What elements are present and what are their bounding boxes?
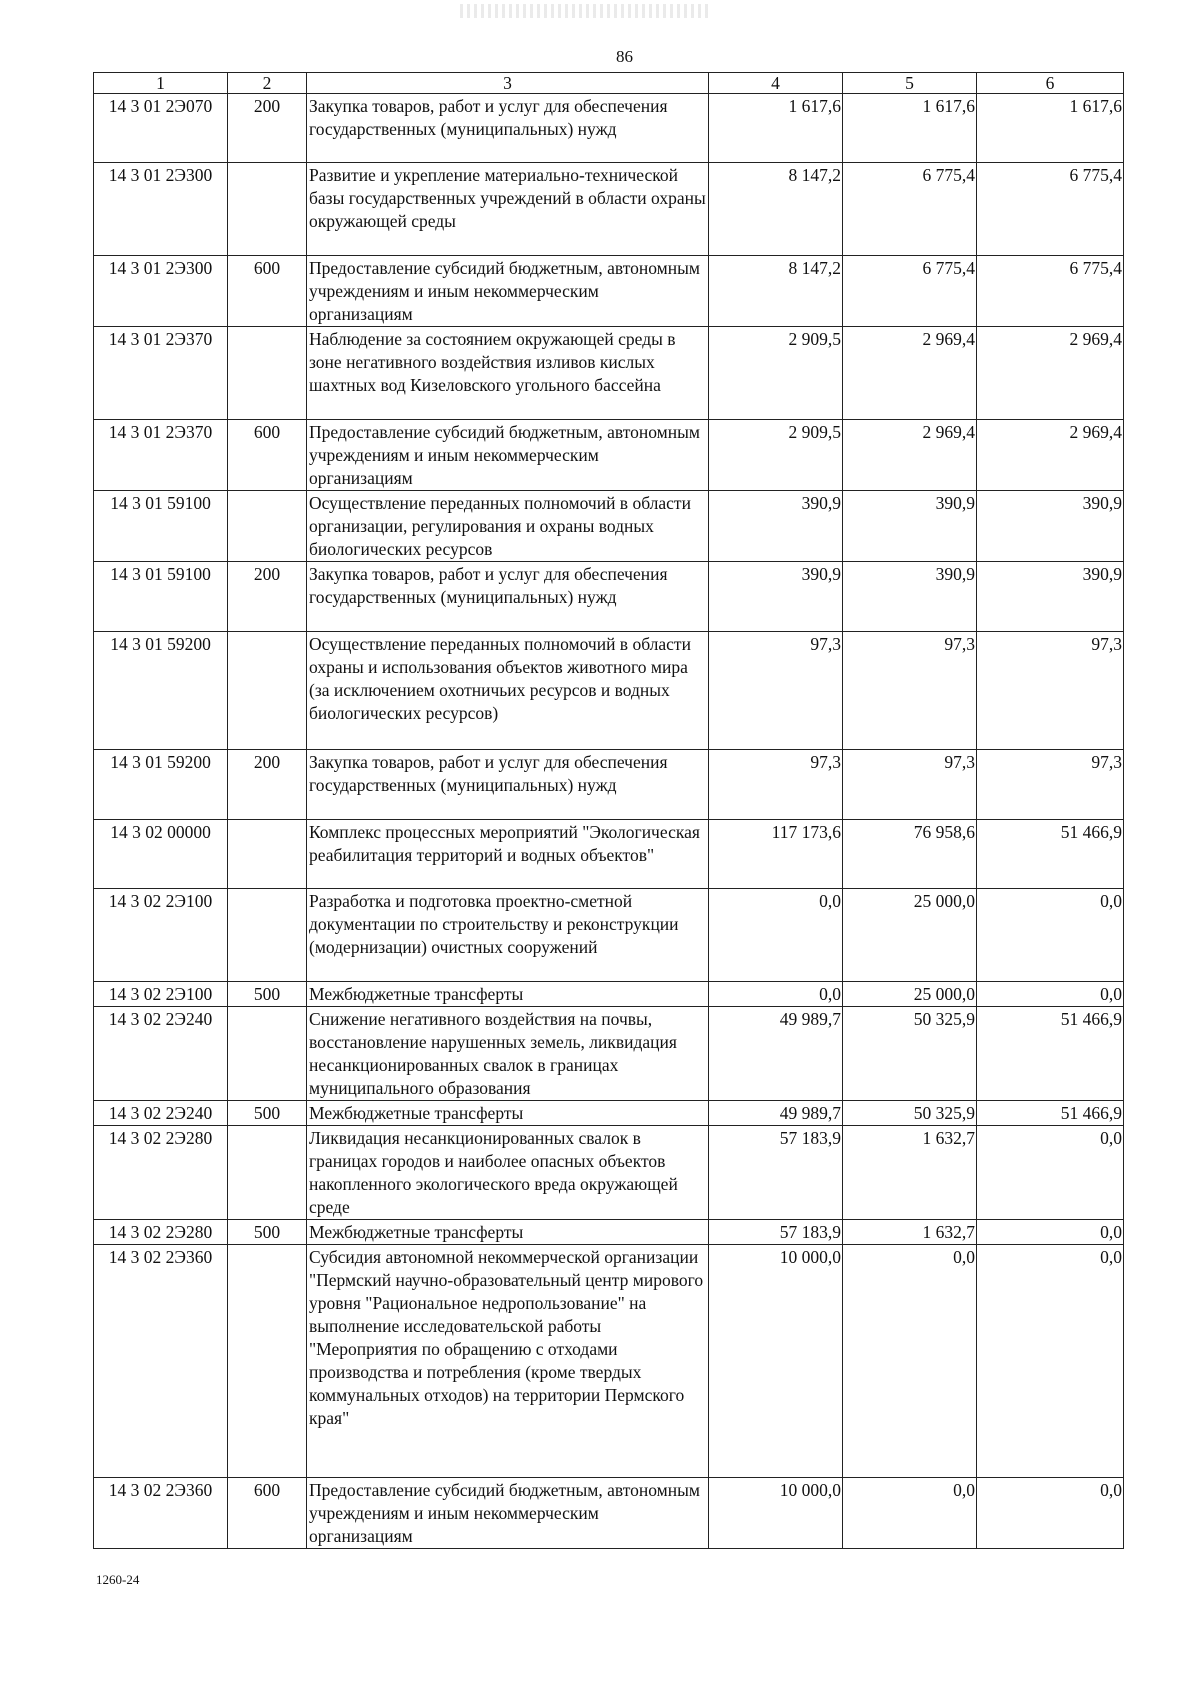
- row-value-col4-cell: 0,0: [709, 889, 843, 982]
- row-value-col6-cell: 0,0: [977, 889, 1124, 982]
- scan-artifact: [460, 4, 710, 18]
- row-value-col4-cell: 8 147,2: [709, 163, 843, 256]
- table-header-row: [94, 73, 1124, 94]
- row-value-col5-cell: 390,9: [843, 491, 977, 562]
- row-name-cell: Закупка товаров, работ и услуг для обеспечения государственных (муниципальных) нужд: [307, 750, 709, 820]
- table-row: [94, 327, 1124, 420]
- row-code-cell: 14 3 01 59200: [94, 632, 228, 750]
- row-value-col4-cell: 390,9: [709, 562, 843, 632]
- row-value-col6-cell: 97,3: [977, 750, 1124, 820]
- row-name-cell: Комплекс процессных мероприятий "Экологическая реабилитация территорий и водных объектов": [307, 820, 709, 889]
- row-value-col5-cell: 6 775,4: [843, 163, 977, 256]
- row-code-cell: 14 3 02 2Э240: [94, 1007, 228, 1101]
- row-name-cell: Развитие и укрепление материально-технической базы государственных учреждений в области охраны окружающей среды: [307, 163, 709, 256]
- row-code-cell: 14 3 02 2Э280: [94, 1126, 228, 1220]
- row-value-col6-cell: 6 775,4: [977, 163, 1124, 256]
- row-code-cell: 14 3 02 2Э360: [94, 1478, 228, 1549]
- row-code-cell: 14 3 01 59100: [94, 562, 228, 632]
- row-code-cell: 14 3 02 2Э100: [94, 889, 228, 982]
- row-kind-cell: [228, 889, 307, 982]
- row-kind-cell: [228, 632, 307, 750]
- row-kind-cell: 200: [228, 94, 307, 163]
- row-name-cell: Осуществление переданных полномочий в области охраны и использования объектов животного мира (за исключением охотничьих ресурсов и водных биологических ресурсов): [307, 632, 709, 750]
- row-value-col6-cell: 2 969,4: [977, 327, 1124, 420]
- column-header-2: 2: [228, 73, 307, 94]
- row-name-cell: Предоставление субсидий бюджетным, автономным учреждениям и иным некоммерческим организациям: [307, 1478, 709, 1549]
- row-name-cell: Межбюджетные трансферты: [307, 1220, 709, 1245]
- table-row: [94, 491, 1124, 562]
- table-row: [94, 750, 1124, 820]
- row-value-col6-cell: 0,0: [977, 1126, 1124, 1220]
- row-code-cell: 14 3 02 2Э360: [94, 1245, 228, 1478]
- column-header-4: 4: [709, 73, 843, 94]
- row-code-cell: 14 3 02 2Э280: [94, 1220, 228, 1245]
- row-value-col4-cell: 2 909,5: [709, 327, 843, 420]
- row-value-col6-cell: 51 466,9: [977, 1101, 1124, 1126]
- row-value-col6-cell: 6 775,4: [977, 256, 1124, 327]
- row-kind-cell: [228, 327, 307, 420]
- row-name-cell: Закупка товаров, работ и услуг для обеспечения государственных (муниципальных) нужд: [307, 562, 709, 632]
- row-code-cell: 14 3 01 2Э300: [94, 256, 228, 327]
- row-value-col4-cell: 0,0: [709, 982, 843, 1007]
- row-code-cell: 14 3 01 2Э370: [94, 327, 228, 420]
- table-row: [94, 163, 1124, 256]
- row-kind-cell: 600: [228, 420, 307, 491]
- row-value-col6-cell: 0,0: [977, 1245, 1124, 1478]
- row-value-col5-cell: 97,3: [843, 632, 977, 750]
- page-number: 86: [616, 47, 633, 66]
- row-value-col5-cell: 25 000,0: [843, 982, 977, 1007]
- row-kind-cell: 500: [228, 1220, 307, 1245]
- row-name-cell: Разработка и подготовка проектно-сметной документации по строительству и реконструкции (модернизации) очистных сооружений: [307, 889, 709, 982]
- table-row: [94, 256, 1124, 327]
- row-value-col5-cell: 25 000,0: [843, 889, 977, 982]
- table-row: [94, 420, 1124, 491]
- row-name-cell: Осуществление переданных полномочий в области организации, регулирования и охраны водных биологических ресурсов: [307, 491, 709, 562]
- row-value-col4-cell: 2 909,5: [709, 420, 843, 491]
- row-kind-cell: [228, 491, 307, 562]
- row-kind-cell: [228, 1245, 307, 1478]
- table-row: [94, 1245, 1124, 1478]
- row-name-cell: Предоставление субсидий бюджетным, автономным учреждениям и иным некоммерческим организациям: [307, 420, 709, 491]
- row-name-cell: Межбюджетные трансферты: [307, 1101, 709, 1126]
- row-value-col6-cell: 97,3: [977, 632, 1124, 750]
- row-value-col5-cell: 76 958,6: [843, 820, 977, 889]
- row-value-col4-cell: 57 183,9: [709, 1126, 843, 1220]
- row-kind-cell: 500: [228, 1101, 307, 1126]
- table-row: [94, 982, 1124, 1007]
- row-value-col6-cell: 0,0: [977, 1220, 1124, 1245]
- row-kind-cell: 200: [228, 750, 307, 820]
- row-value-col5-cell: 97,3: [843, 750, 977, 820]
- column-header-1: 1: [94, 73, 228, 94]
- row-code-cell: 14 3 01 59100: [94, 491, 228, 562]
- table-row: [94, 1478, 1124, 1549]
- table-row: [94, 1101, 1124, 1126]
- row-name-cell: Закупка товаров, работ и услуг для обеспечения государственных (муниципальных) нужд: [307, 94, 709, 163]
- document-id: 1260-24: [96, 1572, 140, 1587]
- row-value-col6-cell: 0,0: [977, 982, 1124, 1007]
- row-value-col5-cell: 1 617,6: [843, 94, 977, 163]
- row-value-col4-cell: 49 989,7: [709, 1007, 843, 1101]
- table-row: [94, 1007, 1124, 1101]
- table-row: [94, 889, 1124, 982]
- row-value-col4-cell: 8 147,2: [709, 256, 843, 327]
- table-row: [94, 94, 1124, 163]
- row-code-cell: 14 3 01 2Э070: [94, 94, 228, 163]
- table-row: [94, 632, 1124, 750]
- row-value-col6-cell: 2 969,4: [977, 420, 1124, 491]
- row-kind-cell: 600: [228, 1478, 307, 1549]
- row-value-col5-cell: 50 325,9: [843, 1007, 977, 1101]
- row-value-col6-cell: 51 466,9: [977, 1007, 1124, 1101]
- row-kind-cell: 500: [228, 982, 307, 1007]
- table-row: [94, 820, 1124, 889]
- row-name-cell: Предоставление субсидий бюджетным, автономным учреждениям и иным некоммерческим организациям: [307, 256, 709, 327]
- row-value-col5-cell: 0,0: [843, 1478, 977, 1549]
- row-code-cell: 14 3 02 2Э100: [94, 982, 228, 1007]
- row-value-col5-cell: 2 969,4: [843, 327, 977, 420]
- budget-table: [93, 72, 1124, 1549]
- row-value-col6-cell: 0,0: [977, 1478, 1124, 1549]
- row-value-col6-cell: 390,9: [977, 562, 1124, 632]
- row-name-cell: Ликвидация несанкционированных свалок в границах городов и наиболее опасных объектов накопленного экологического вреда окружающей среде: [307, 1126, 709, 1220]
- table-row: [94, 562, 1124, 632]
- budget-table-container: [93, 72, 1123, 1549]
- row-value-col6-cell: 1 617,6: [977, 94, 1124, 163]
- row-kind-cell: [228, 1126, 307, 1220]
- row-name-cell: Субсидия автономной некоммерческой организации "Пермский научно-образовательный центр мирового уровня "Рациональное недропользование" на выполнение исследовательской работы "Мероприятия по обращению с отходами производства и потребления (кроме твердых коммунальных отходов) на территории Пермского края": [307, 1245, 709, 1478]
- row-value-col4-cell: 97,3: [709, 632, 843, 750]
- row-value-col4-cell: 117 173,6: [709, 820, 843, 889]
- row-value-col5-cell: 50 325,9: [843, 1101, 977, 1126]
- row-value-col4-cell: 390,9: [709, 491, 843, 562]
- row-value-col5-cell: 1 632,7: [843, 1220, 977, 1245]
- row-kind-cell: 600: [228, 256, 307, 327]
- column-header-6: 6: [977, 73, 1124, 94]
- row-value-col5-cell: 390,9: [843, 562, 977, 632]
- column-header-5: 5: [843, 73, 977, 94]
- row-value-col4-cell: 10 000,0: [709, 1478, 843, 1549]
- row-value-col5-cell: 0,0: [843, 1245, 977, 1478]
- row-kind-cell: [228, 1007, 307, 1101]
- row-kind-cell: [228, 163, 307, 256]
- row-value-col4-cell: 1 617,6: [709, 94, 843, 163]
- row-kind-cell: 200: [228, 562, 307, 632]
- row-code-cell: 14 3 01 2Э300: [94, 163, 228, 256]
- table-row: [94, 1220, 1124, 1245]
- row-code-cell: 14 3 01 2Э370: [94, 420, 228, 491]
- row-value-col5-cell: 1 632,7: [843, 1126, 977, 1220]
- row-name-cell: Наблюдение за состоянием окружающей среды в зоне негативного воздействия изливов кислых шахтных вод Кизеловского угольного бассейна: [307, 327, 709, 420]
- row-value-col6-cell: 51 466,9: [977, 820, 1124, 889]
- row-value-col4-cell: 97,3: [709, 750, 843, 820]
- row-value-col4-cell: 10 000,0: [709, 1245, 843, 1478]
- row-code-cell: 14 3 02 00000: [94, 820, 228, 889]
- row-value-col5-cell: 2 969,4: [843, 420, 977, 491]
- table-row: [94, 1126, 1124, 1220]
- row-kind-cell: [228, 820, 307, 889]
- row-code-cell: 14 3 01 59200: [94, 750, 228, 820]
- row-name-cell: Межбюджетные трансферты: [307, 982, 709, 1007]
- row-value-col5-cell: 6 775,4: [843, 256, 977, 327]
- row-value-col4-cell: 49 989,7: [709, 1101, 843, 1126]
- column-header-3: 3: [307, 73, 709, 94]
- row-code-cell: 14 3 02 2Э240: [94, 1101, 228, 1126]
- row-name-cell: Снижение негативного воздействия на почвы, восстановление нарушенных земель, ликвидация несанкционированных свалок в границах муниципального образования: [307, 1007, 709, 1101]
- row-value-col6-cell: 390,9: [977, 491, 1124, 562]
- row-value-col4-cell: 57 183,9: [709, 1220, 843, 1245]
